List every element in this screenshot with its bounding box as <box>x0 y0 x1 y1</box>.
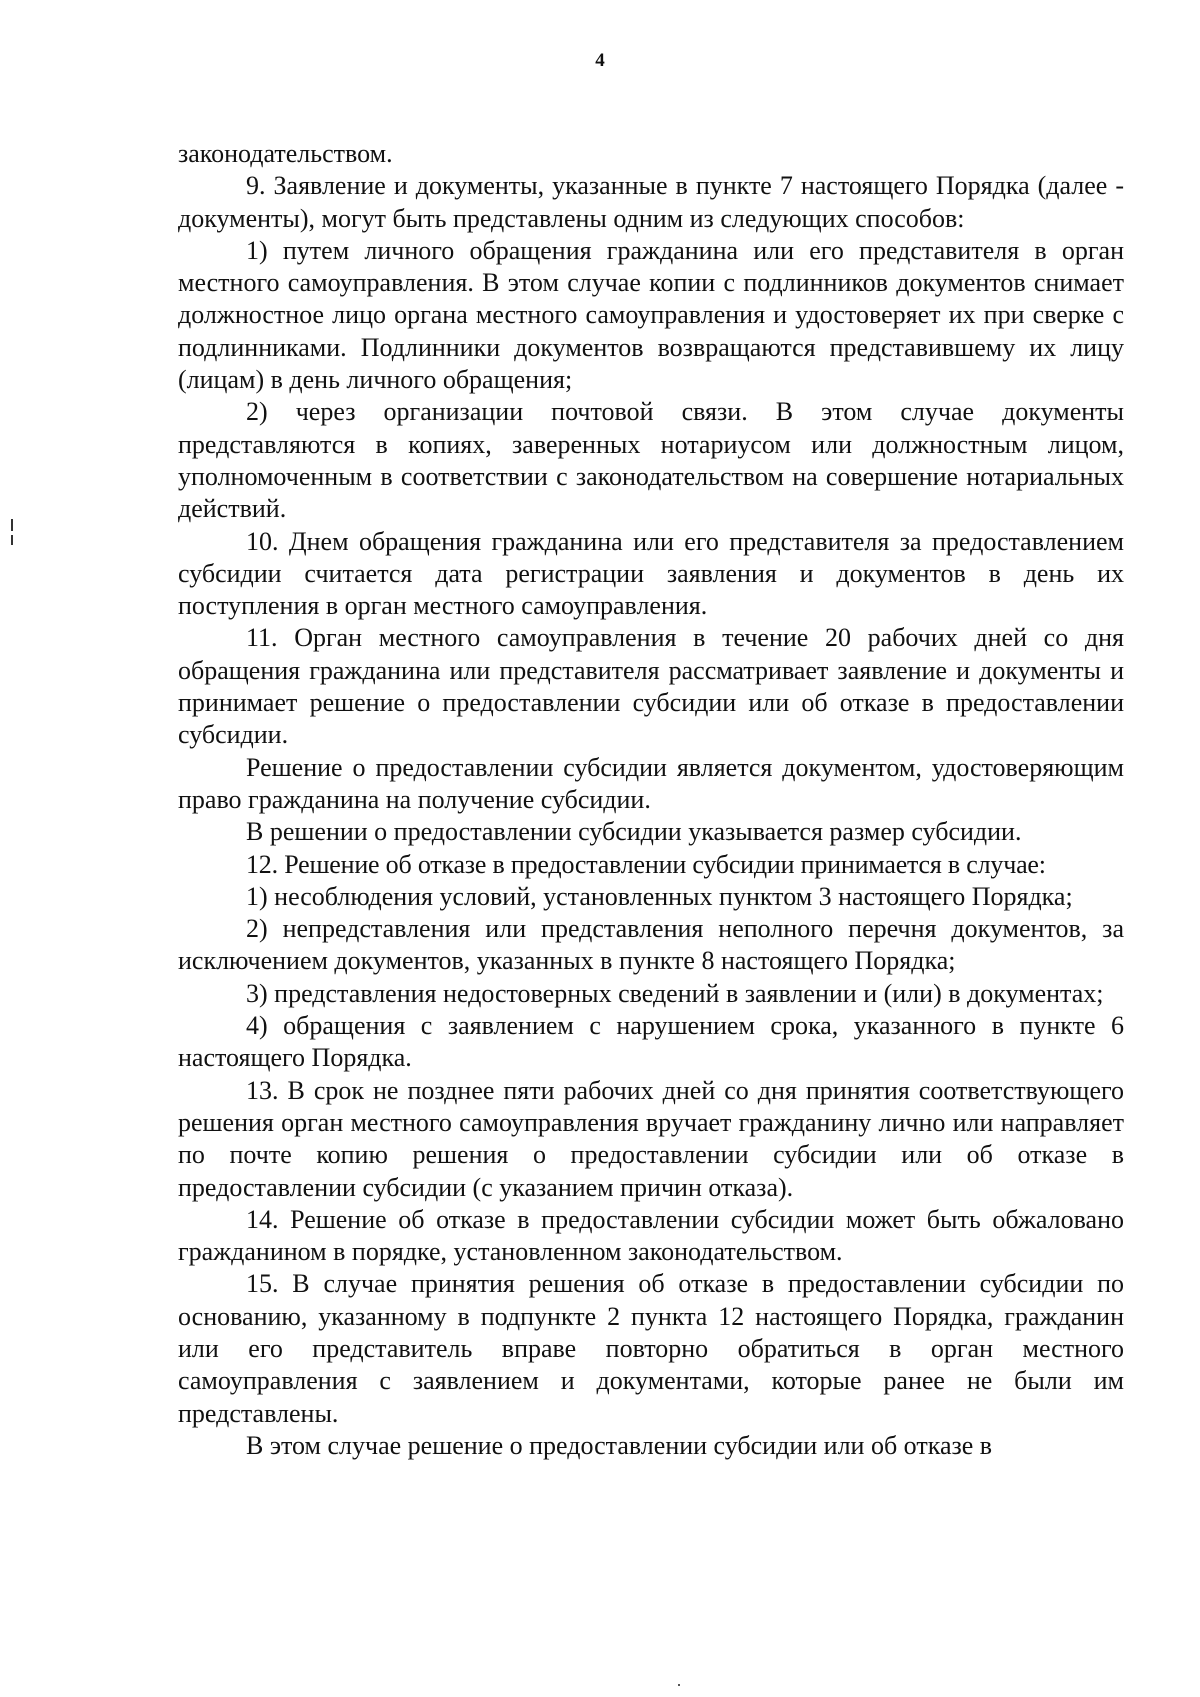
paragraph-item-12-3: 3) представления недостоверных сведений в заявлении и (или) в документах; <box>246 978 1104 1008</box>
paragraph-item-9-2: 2) через организации почтовой связи. В этом случае документы представляются в копиях, заверенных нотариусом или должностным лицом, уполномоченным в соответствии с законодательством на совершение нотариальных действий. <box>178 397 1124 524</box>
paragraph-continuation: законодательством. <box>178 139 393 168</box>
scan-artifact-dot <box>678 1684 680 1686</box>
paragraph-item-12: 12. Решение об отказе в предоставлении субсидии принимается в случае: <box>246 849 1046 879</box>
paragraph-item-9-1: 1) путем личного обращения гражданина или его представителя в орган местного самоуправления. В этом случае копии с подлинников документов снимает должностное лицо органа местного самоуправления и удостоверяет их при сверке с подлинниками. Подлинники документов возвращаются представившему их лицу (лицам) в день личного обращения; <box>178 235 1124 395</box>
paragraph-item-12-4: 4) обращения с заявлением с нарушением срока, указанного в пункте 6 настоящего Порядка. <box>178 1011 1124 1073</box>
page-number: 4 <box>595 50 605 71</box>
paragraph-item-12-1: 1) несоблюдения условий, установленных пунктом 3 настоящего Порядка; <box>246 881 1073 911</box>
paragraph-item-14: 14. Решение об отказе в предоставлении субсидии может быть обжаловано гражданином в порядке, установленном законодательством. <box>178 1204 1124 1267</box>
paragraph-decision-document: Решение о предоставлении субсидии является документом, удостоверяющим право гражданина на получение субсидии. <box>178 752 1124 814</box>
paragraph-item-9: 9. Заявление и документы, указанные в пункте 7 настоящего Порядка (далее - документы), могут быть представлены одним из следующих способов: <box>178 171 1124 233</box>
paragraph-item-11: 11. Орган местного самоуправления в течение 20 рабочих дней со дня обращения гражданина или представителя рассматривает заявление и документы и принимает решение о предоставлении субсидии или об отказе в предоставлении субсидии. <box>178 623 1124 750</box>
paragraph-item-13: 13. В срок не позднее пяти рабочих дней со дня принятия соответствующего решения орган местного самоуправления вручает гражданину лично или направляет по почте копию решения о предоставлении субсидии или об отказе в предоставлении субсидии (с указанием причин отказа). <box>178 1075 1124 1202</box>
paragraph-final-line: В этом случае решение о предоставлении субсидии или об отказе в <box>246 1430 993 1460</box>
paragraph-item-12-2: 2) непредставления или представления неполного перечня документов, за исключением документов, указанных в пункте 8 настоящего Порядка; <box>178 914 1124 976</box>
paragraph-decision-amount: В решении о предоставлении субсидии указывается размер субсидии. <box>246 817 1022 847</box>
scan-artifact-mark <box>11 519 13 531</box>
paragraph-item-15: 15. В случае принятия решения об отказе в предоставлении субсидии по основанию, указанному в подпункте 2 пункта 12 настоящего Порядка, гражданин или его представитель вправе повторно обратиться в орган местного самоуправления с заявлением и документами, которые ранее не были им представлены. <box>178 1269 1124 1428</box>
paragraph-item-10: 10. Днем обращения гражданина или его представителя за предоставлением субсидии считается дата регистрации заявления и документов в день их поступления в орган местного самоуправления. <box>178 526 1124 621</box>
scan-artifact-mark <box>11 535 13 545</box>
document-body <box>178 138 1124 1462</box>
